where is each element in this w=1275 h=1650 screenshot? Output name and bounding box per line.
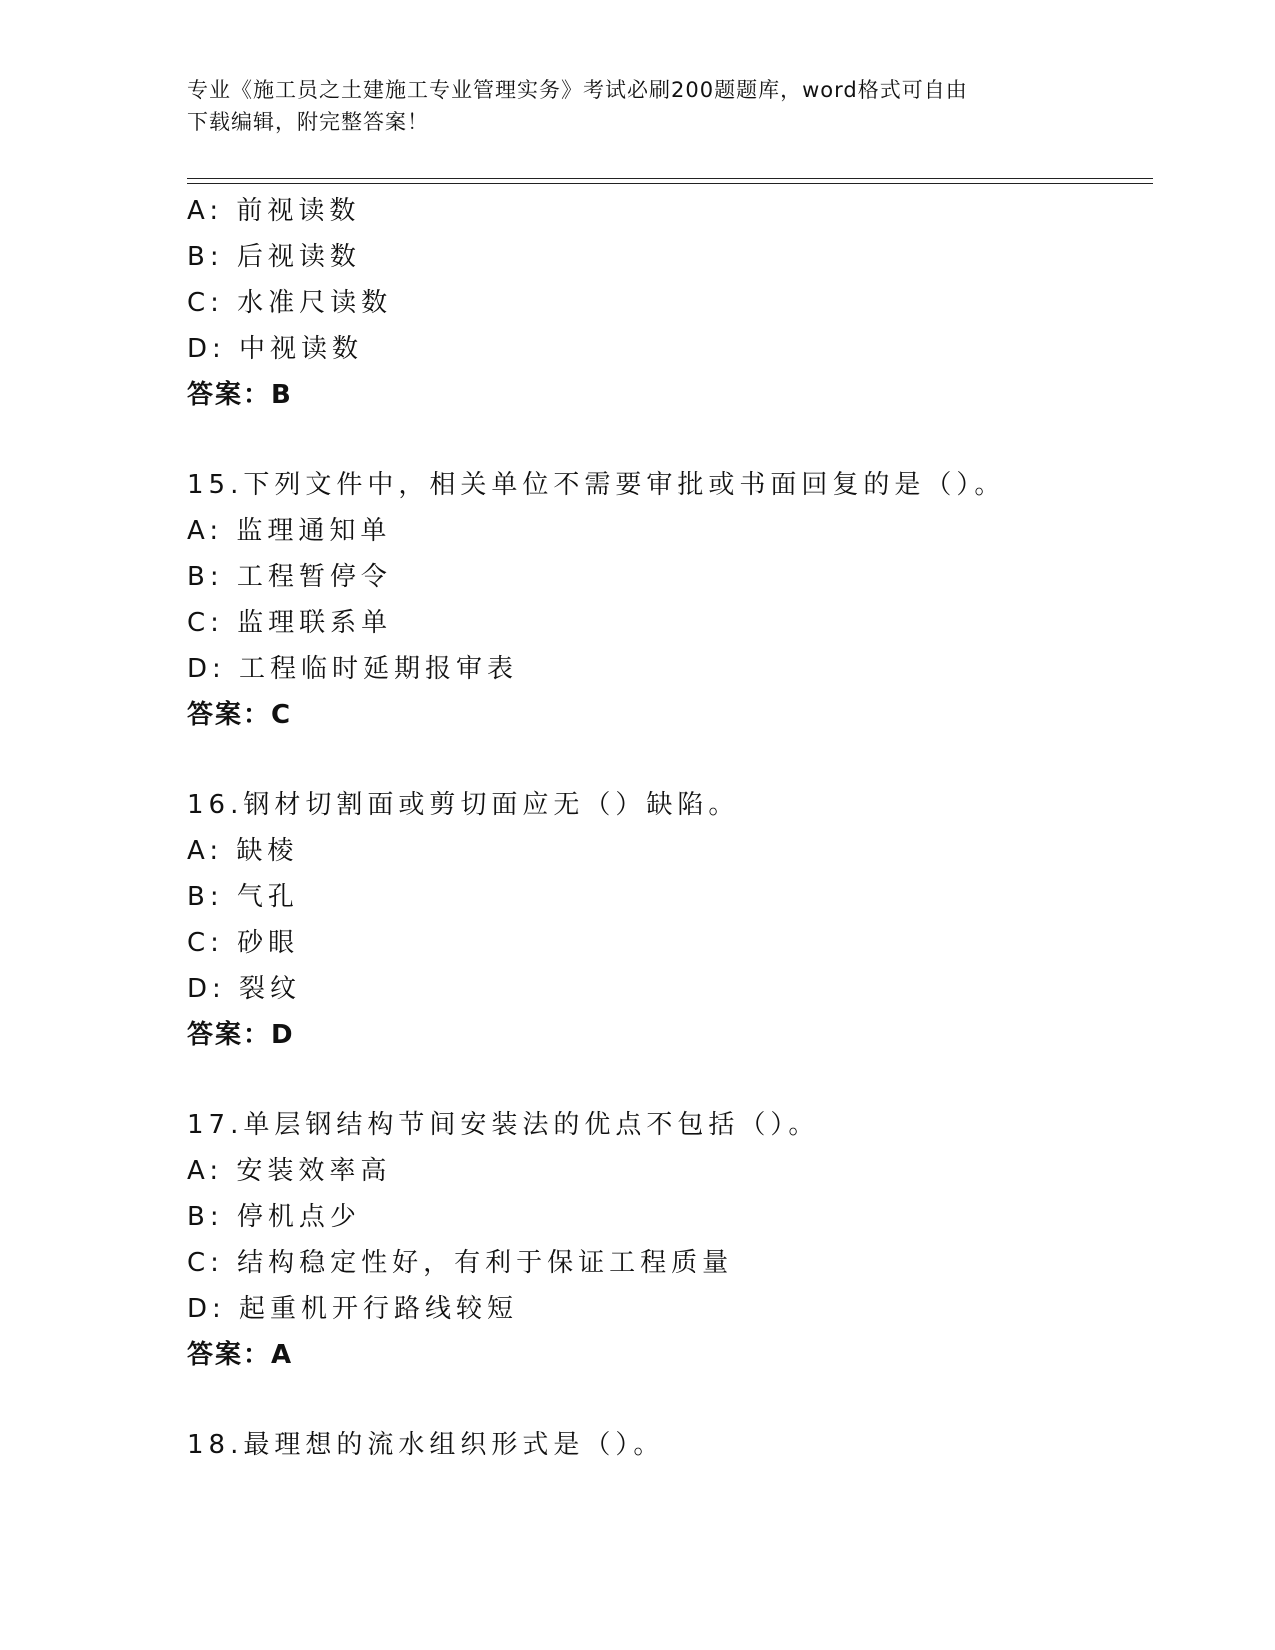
document-header xyxy=(187,74,1087,138)
option-c: C: 水准尺读数 xyxy=(187,288,393,318)
question-14 xyxy=(187,188,1147,418)
option-c: C: 砂眼 xyxy=(187,928,300,958)
answer-line: 答案：C xyxy=(187,700,293,730)
question-text: 16.钢材切割面或剪切面应无（）缺陷。 xyxy=(187,790,740,820)
header-divider-bottom xyxy=(187,183,1153,184)
option-a: A: 监理通知单 xyxy=(187,516,392,546)
header-line-2: 下载编辑，附完整答案！ xyxy=(187,110,429,134)
option-d: D: 工程临时延期报审表 xyxy=(187,654,519,684)
question-text: 15.下列文件中，相关单位不需要审批或书面回复的是（）。 xyxy=(187,470,1006,500)
option-b: B: 工程暂停令 xyxy=(187,562,392,592)
answer-line: 答案：D xyxy=(187,1020,295,1050)
header-line-1: 专业《施工员之土建施工专业管理实务》考试必刷200题题库，word格式可自由 xyxy=(187,78,968,102)
option-a: A: 前视读数 xyxy=(187,196,361,226)
question-17 xyxy=(187,1102,1147,1378)
question-15 xyxy=(187,462,1147,738)
option-b: B: 后视读数 xyxy=(187,242,361,272)
option-d: D: 中视读数 xyxy=(187,334,364,364)
option-c: C: 结构稳定性好，有利于保证工程质量 xyxy=(187,1248,734,1278)
option-a: A: 缺棱 xyxy=(187,836,299,866)
question-text: 17.单层钢结构节间安装法的优点不包括（）。 xyxy=(187,1110,820,1140)
question-list xyxy=(187,188,1147,1468)
question-18 xyxy=(187,1422,1147,1468)
question-text: 18.最理想的流水组织形式是（）。 xyxy=(187,1430,665,1460)
option-d: D: 起重机开行路线较短 xyxy=(187,1294,519,1324)
question-16 xyxy=(187,782,1147,1058)
option-d: D: 裂纹 xyxy=(187,974,302,1004)
answer-line: 答案：A xyxy=(187,1340,294,1370)
option-c: C: 监理联系单 xyxy=(187,608,393,638)
header-divider-top xyxy=(187,178,1153,179)
answer-line: 答案：B xyxy=(187,380,293,410)
option-b: B: 气孔 xyxy=(187,882,299,912)
option-a: A: 安装效率高 xyxy=(187,1156,392,1186)
option-b: B: 停机点少 xyxy=(187,1202,361,1232)
